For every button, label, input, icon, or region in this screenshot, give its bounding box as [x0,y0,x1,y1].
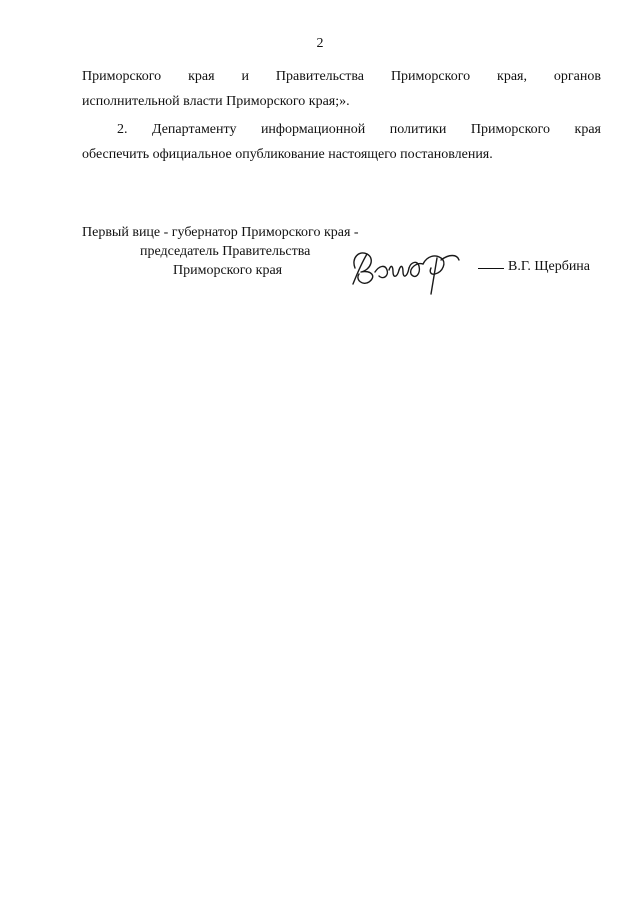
paragraph-line: обеспечить официальное опубликование настоящего постановления. [82,147,493,162]
paragraph-item-2 [82,117,601,167]
signatory-title-line: председатель Правительства [140,244,311,259]
paragraph-line: Приморского края и Правительства Приморского края, органов [82,69,601,84]
handwritten-signature [345,240,475,296]
signatory-title-line: Первый вице - губернатор Приморского края - [82,225,359,240]
paragraph-line: 2. Департаменту информационной политики Приморского края [117,122,601,137]
paragraph-line: исполнительной власти Приморского края;». [82,94,350,109]
signature-dash [478,268,504,269]
signatory-name: В.Г. Щербина [508,259,591,274]
page-number: 2 [316,36,324,51]
signatory-title-line: Приморского края [173,263,283,278]
paragraph-continuation [82,64,601,114]
